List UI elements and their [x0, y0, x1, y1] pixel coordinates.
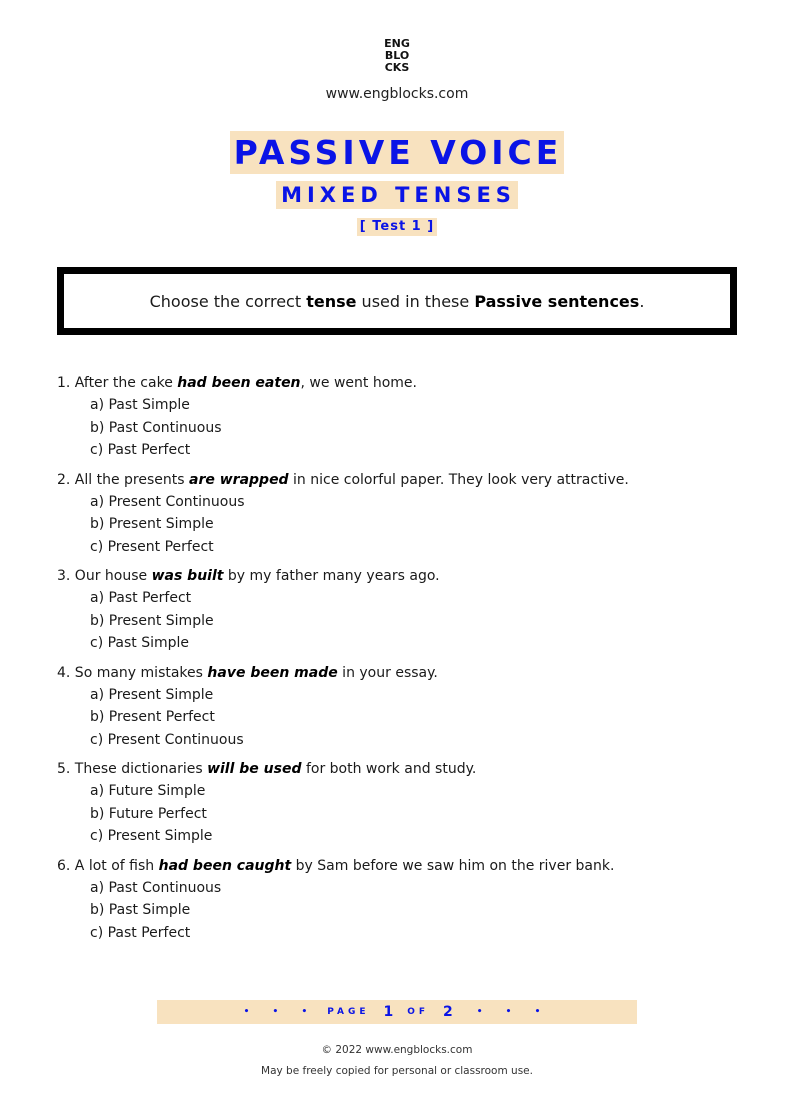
question-passive-verb: are wrapped	[189, 471, 289, 488]
question-before: Our house	[70, 568, 152, 584]
question-after: by Sam before we saw him on the river bank.	[291, 857, 615, 874]
option-c[interactable]: c) Past Perfect	[90, 924, 191, 941]
title-row	[0, 131, 794, 174]
question-passive-verb: will be used	[207, 761, 302, 777]
question-6	[57, 855, 757, 945]
option-a[interactable]: a) Past Continuous	[90, 879, 222, 896]
question-passive-verb: had been caught	[158, 857, 292, 874]
option-a[interactable]: a) Past Perfect	[90, 590, 192, 606]
instruction-text	[150, 292, 645, 311]
option-b[interactable]: b) Present Simple	[90, 612, 214, 629]
instruction-middle: used in these	[356, 291, 475, 311]
page-total: 2	[443, 1004, 453, 1020]
logo-line-3: CKS	[384, 61, 410, 74]
question-1	[57, 372, 757, 462]
footer-copyright: © 2022 www.engblocks.com	[321, 1044, 473, 1056]
question-after: , we went home.	[300, 375, 417, 391]
answer-options	[57, 587, 757, 655]
instruction-bold-passive: Passive sentences	[474, 291, 640, 311]
question-number: 2.	[57, 471, 71, 488]
instruction-before: Choose the correct	[149, 291, 307, 311]
page-dots-left: • • •	[243, 1007, 318, 1017]
subtitle-row	[0, 181, 794, 209]
option-c[interactable]: c) Past Simple	[90, 635, 190, 651]
instruction-box	[57, 267, 737, 335]
question-number: 5.	[57, 761, 71, 777]
page-subtitle: MIXED TENSES	[276, 181, 518, 209]
question-text	[57, 758, 757, 780]
question-2	[57, 469, 757, 559]
option-a[interactable]: a) Present Simple	[90, 686, 214, 703]
instruction-after: .	[639, 291, 645, 311]
site-url[interactable]: www.engblocks.com	[325, 86, 469, 102]
page-current: 1	[383, 1004, 394, 1020]
option-c[interactable]: c) Present Perfect	[90, 538, 214, 555]
question-5	[57, 758, 757, 848]
question-after: for both work and study.	[301, 761, 477, 777]
question-text	[57, 372, 757, 394]
of-word: OF	[407, 1007, 430, 1017]
question-before: These dictionaries	[70, 761, 208, 777]
question-before: All the presents	[70, 471, 190, 488]
test-label-row	[0, 215, 794, 236]
option-b[interactable]: b) Present Simple	[90, 516, 214, 532]
question-number: 6.	[57, 857, 71, 874]
option-b[interactable]: b) Past Continuous	[90, 419, 222, 436]
question-after: in nice colorful paper. They look very attractive.	[288, 471, 629, 488]
question-text	[57, 662, 757, 684]
question-4	[57, 662, 757, 752]
page-indicator	[157, 1000, 637, 1024]
page-title: PASSIVE VOICE	[230, 131, 565, 174]
page-word: PAGE	[327, 1007, 370, 1017]
option-c[interactable]: c) Present Continuous	[90, 731, 244, 748]
logo-line-1: ENG	[384, 37, 410, 50]
footer-note: May be freely copied for personal or classroom use.	[261, 1065, 533, 1077]
question-list	[57, 372, 757, 951]
instruction-bold-tense: tense	[306, 291, 357, 311]
answer-options	[57, 491, 757, 559]
option-c[interactable]: c) Present Simple	[90, 828, 213, 844]
option-b[interactable]: b) Past Simple	[90, 902, 191, 918]
answer-options	[57, 877, 757, 945]
question-number: 3.	[57, 568, 71, 584]
option-b[interactable]: b) Present Perfect	[90, 709, 215, 725]
question-before: A lot of fish	[70, 857, 159, 874]
question-text	[57, 469, 757, 491]
question-passive-verb: have been made	[207, 664, 338, 681]
page-dots-right: • • •	[476, 1007, 551, 1017]
option-b[interactable]: b) Future Perfect	[90, 805, 207, 822]
question-text	[57, 855, 757, 877]
question-after: in your essay.	[337, 664, 438, 681]
test-label: [ Test 1 ]	[357, 218, 437, 236]
logo-line-2: BLO	[384, 49, 410, 62]
answer-options	[57, 394, 757, 462]
question-3	[57, 565, 757, 655]
question-passive-verb: had been eaten	[177, 375, 301, 391]
question-passive-verb: was built	[151, 568, 224, 584]
option-a[interactable]: a) Present Continuous	[90, 493, 245, 510]
option-a[interactable]: a) Future Simple	[90, 783, 206, 799]
question-before: After the cake	[70, 375, 178, 391]
question-number: 4.	[57, 664, 71, 681]
question-number: 1.	[57, 375, 71, 391]
option-c[interactable]: c) Past Perfect	[90, 442, 191, 458]
question-before: So many mistakes	[70, 664, 208, 681]
question-after: by my father many years ago.	[223, 568, 440, 584]
answer-options	[57, 780, 757, 848]
answer-options	[57, 684, 757, 752]
option-a[interactable]: a) Past Simple	[90, 397, 190, 413]
question-text	[57, 565, 757, 587]
engblocks-logo	[379, 38, 415, 74]
